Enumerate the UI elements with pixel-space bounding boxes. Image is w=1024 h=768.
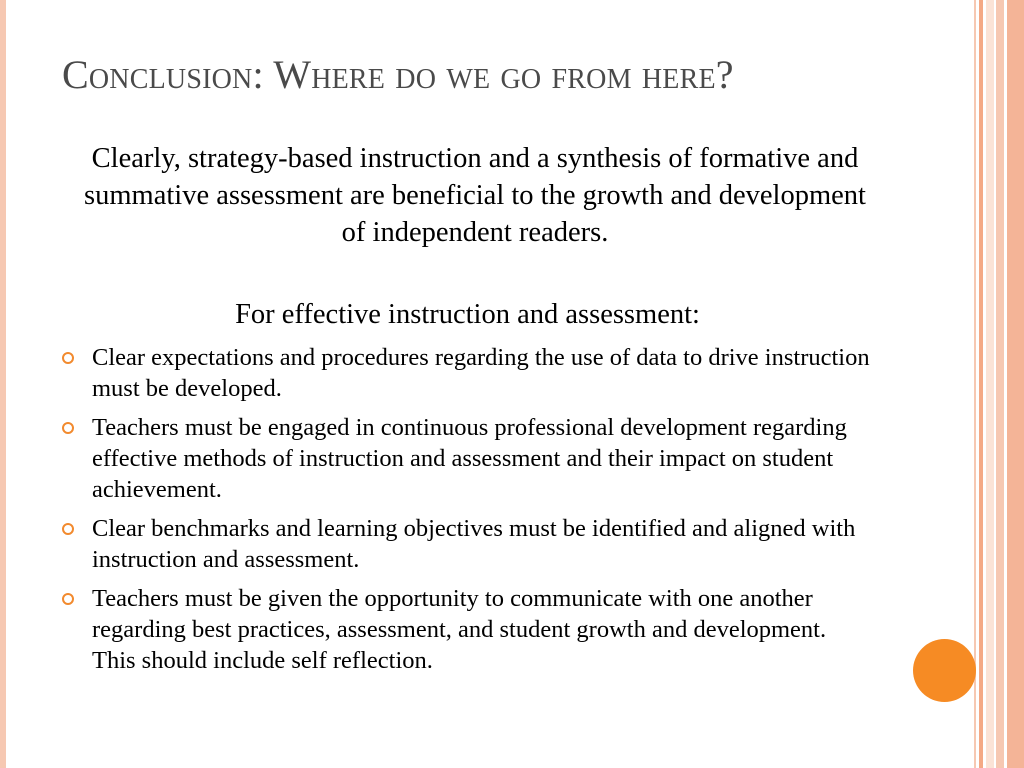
bullet-ring-icon	[62, 593, 74, 605]
frame-stripe	[974, 0, 976, 768]
bullet-text: Teachers must be given the opportunity to communicate with one another regarding best practices, assessment, and student growth and development. This should include self reflection.	[92, 585, 827, 674]
bullet-text: Clear benchmarks and learning objectives must be identified and aligned with instruction and assessment.	[92, 515, 856, 573]
frame-stripe	[986, 0, 994, 768]
bullet-item	[62, 583, 872, 676]
bullet-text: Teachers must be engaged in continuous professional development regarding effective methods of instruction and assessment and their impact on student achievement.	[92, 414, 847, 503]
bullet-item	[62, 513, 872, 575]
right-frame-border	[974, 0, 1024, 768]
frame-stripe	[996, 0, 1004, 768]
accent-circle	[913, 639, 976, 702]
bullet-list	[62, 342, 872, 684]
slide-title: Conclusion: Where do we go from here?	[62, 52, 734, 97]
intro-paragraph: Clearly, strategy-based instruction and a synthesis of formative and summative assessment are beneficial to the growth and development of independent readers.	[84, 143, 866, 248]
subheading: For effective instruction and assessment:	[235, 299, 700, 330]
bullet-item	[62, 342, 872, 404]
frame-stripe	[1007, 0, 1024, 768]
bullet-ring-icon	[62, 422, 74, 434]
bullet-ring-icon	[62, 523, 74, 535]
bullet-item	[62, 412, 872, 505]
left-frame-border	[0, 0, 6, 768]
bullet-ring-icon	[62, 352, 74, 364]
bullet-text: Clear expectations and procedures regarding the use of data to drive instruction must be developed.	[92, 344, 870, 402]
frame-stripe	[979, 0, 983, 768]
